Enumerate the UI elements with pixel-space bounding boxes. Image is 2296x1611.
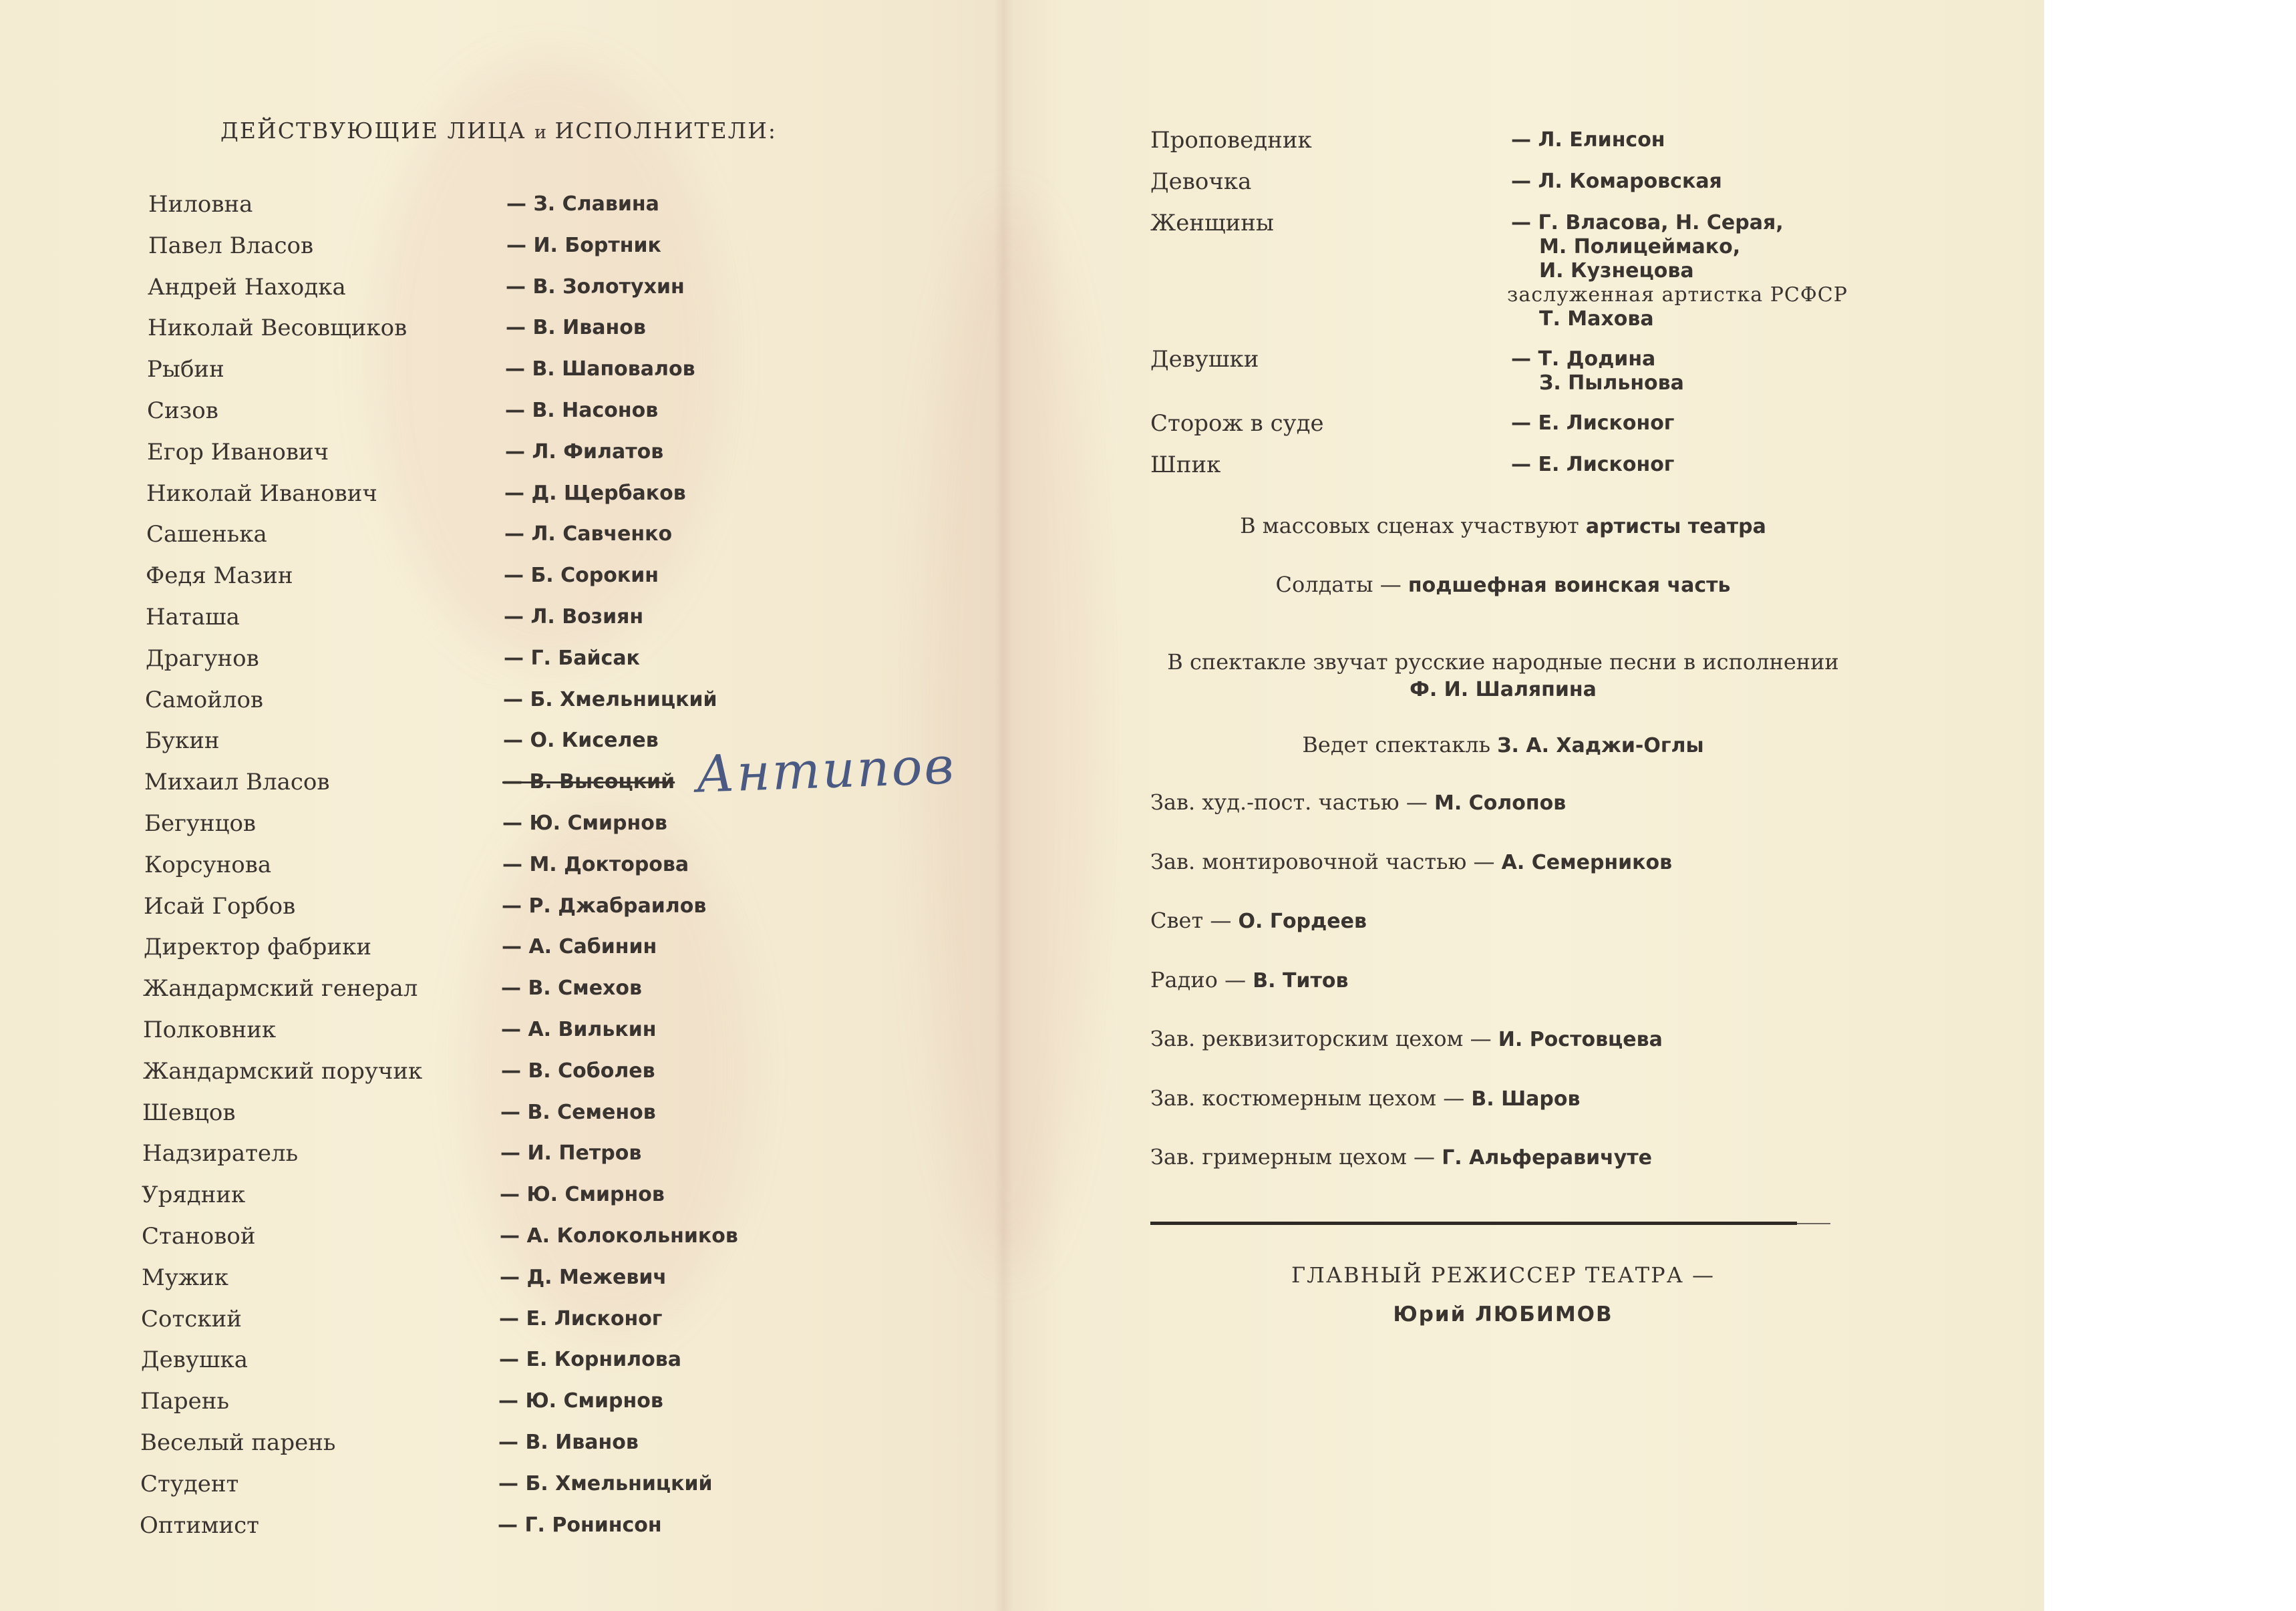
cast-role: Шевцов xyxy=(142,1099,236,1126)
cast-actor: — А. Вилькин xyxy=(501,1018,657,1041)
divider-rule-tail xyxy=(1797,1223,1830,1224)
cast-actor: — Б. Сорокин xyxy=(504,564,659,588)
staff-name: М. Солопов xyxy=(1434,791,1567,815)
cast-actor: — Е. Лисконог xyxy=(499,1306,663,1330)
cast-role: Оптимист xyxy=(140,1511,259,1539)
cast-role: Бегунцов xyxy=(144,810,257,837)
staff-name: Г. Альферавичуте xyxy=(1442,1146,1653,1170)
cast-actor: — А. Сабинин xyxy=(502,935,657,959)
cast-actor: — Е. Корнилова xyxy=(499,1348,681,1372)
page-fold xyxy=(994,0,1013,1611)
cast-actor: — Л. Филатов xyxy=(505,439,664,464)
cast-role: Девушки xyxy=(1150,346,1259,373)
cast-actor: — З. Славина xyxy=(506,192,659,216)
staff-label: Зав. гримерным цехом — xyxy=(1150,1144,1442,1170)
staff-label: Зав. худ.-пост. частью — xyxy=(1150,789,1434,815)
cast-actor: — Ю. Смирнов xyxy=(502,812,667,835)
cast-actor: — Е. Лисконог xyxy=(1511,411,1675,435)
cast-actor: — В. Семенов xyxy=(500,1100,656,1124)
cast-actor: — М. Докторова xyxy=(502,852,689,876)
cast-actor: — Г. Ронинсон xyxy=(498,1513,662,1537)
cast-actor: — В. Высоцкий xyxy=(502,770,675,794)
cast-actor: — Г. Байсак xyxy=(504,646,640,670)
cast-role: Рыбин xyxy=(147,356,224,383)
cast-heading: ДЕЙСТВУЮЩИЕ ЛИЦА и ИСПОЛНИТЕЛИ: xyxy=(220,118,778,144)
cast-role: Директор фабрики xyxy=(144,934,371,961)
cast-role: Женщины xyxy=(1150,210,1274,236)
cast-actor: — Л. Савченко xyxy=(504,522,673,546)
cast-actor: — Д. Щербаков xyxy=(504,481,686,505)
cast-actor: — Т. Додина xyxy=(1511,347,1656,371)
cast-role: Проповедник xyxy=(1150,127,1312,154)
cast-actor: — Б. Хмельницкий xyxy=(498,1471,713,1495)
cast-actor: — В. Шаповалов xyxy=(505,357,695,381)
cast-role: Михаил Власов xyxy=(144,769,330,796)
staff-label: Свет — xyxy=(1150,908,1239,933)
cast-role: Николай Весовщиков xyxy=(148,315,407,342)
staff-name: А. Семерников xyxy=(1501,850,1673,874)
honor-title: заслуженная артистка РСФСР xyxy=(1507,283,1848,307)
staff-name: И. Ростовцева xyxy=(1498,1028,1663,1051)
cast-actor: М. Полицеймако, xyxy=(1539,235,1741,258)
cast-role: Девушка xyxy=(141,1347,249,1374)
cast-role: Сашенька xyxy=(146,521,267,548)
cast-role: Сторож в суде xyxy=(1150,410,1324,437)
cast-role: Надзиратель xyxy=(142,1140,299,1168)
cast-role: Шпик xyxy=(1150,452,1221,478)
chief-director-title: ГЛАВНЫЙ РЕЖИССЕР ТЕАТРА — xyxy=(1291,1262,1715,1288)
cast-actor: — В. Соболев xyxy=(501,1059,655,1083)
cast-role: Студент xyxy=(140,1470,239,1497)
cast-actor: — Ю. Смирнов xyxy=(500,1183,665,1207)
staff-line xyxy=(1150,1144,1652,1170)
cast-actor: — Л. Комаровская xyxy=(1511,170,1722,193)
cast-actor: — Ю. Смирнов xyxy=(498,1389,663,1413)
note-mass-scenes: В массовых сценах участвуют артисты театра xyxy=(1240,513,1766,538)
staff-line xyxy=(1150,1026,1663,1051)
staff-name: В. Титов xyxy=(1253,968,1349,993)
cast-role: Егор Иванович xyxy=(147,438,329,466)
cast-actor: — И. Петров xyxy=(500,1141,642,1166)
cast-actor: — В. Насонов xyxy=(505,399,659,422)
cast-actor: — Д. Межевич xyxy=(500,1265,667,1289)
cast-role: Драгунов xyxy=(146,645,259,672)
chief-director-name: Юрий ЛЮБИМОВ xyxy=(1393,1302,1613,1326)
cast-actor: — Л. Возиян xyxy=(504,605,644,629)
cast-actor: — Л. Елинсон xyxy=(1511,128,1665,152)
cast-actor: — В. Смехов xyxy=(501,976,642,1001)
divider-rule xyxy=(1150,1222,1797,1225)
note-stage-manager: Ведет спектакль З. А. Хаджи-Оглы xyxy=(1302,732,1704,757)
cast-actor: — Г. Власова, Н. Серая, xyxy=(1511,211,1784,234)
staff-name: В. Шаров xyxy=(1471,1087,1581,1111)
cast-actor: — В. Иванов xyxy=(498,1431,639,1454)
cast-role: Николай Иванович xyxy=(146,480,377,507)
cast-role: Жандармский поручик xyxy=(143,1057,423,1085)
cast-role: Федя Мазин xyxy=(146,562,293,590)
staff-label: Зав. реквизиторским цехом — xyxy=(1150,1026,1498,1051)
handwritten-note: Антипов xyxy=(695,735,957,804)
cast-actor: Т. Махова xyxy=(1539,307,1654,331)
cast-role: Сизов xyxy=(147,397,218,424)
staff-line xyxy=(1150,849,1672,874)
cast-actor: — Р. Джабраилов xyxy=(502,894,707,918)
staff-label: Зав. монтировочной частью — xyxy=(1150,848,1502,874)
cast-role: Ниловна xyxy=(148,191,253,218)
staff-line xyxy=(1150,967,1348,993)
cast-actor: — О. Киселев xyxy=(503,729,659,753)
cast-role: Исай Горбов xyxy=(144,892,296,920)
cast-role: Букин xyxy=(145,727,220,755)
cast-actor: И. Кузнецова xyxy=(1539,259,1694,283)
cast-role: Павел Власов xyxy=(148,232,314,259)
cast-role: Девочка xyxy=(1150,168,1252,195)
cast-role: Наташа xyxy=(146,604,240,631)
note-soldiers: Солдаты — подшефная воинская часть xyxy=(1275,572,1731,597)
cast-role: Жандармский генерал xyxy=(143,975,418,1003)
cast-role: Веселый парень xyxy=(140,1429,336,1456)
staff-line xyxy=(1150,1085,1580,1111)
cast-role: Андрей Находка xyxy=(148,273,346,301)
cast-role: Парень xyxy=(140,1388,229,1415)
staff-name: О. Гордеев xyxy=(1238,910,1367,933)
note-songs: В спектакле звучат русские народные песни в исполнении Ф. И. Шаляпина xyxy=(1167,649,1839,701)
staff-line xyxy=(1150,908,1367,933)
cast-role: Полковник xyxy=(143,1017,277,1043)
cast-actor: — Е. Лисконог xyxy=(1511,453,1675,476)
cast-actor: З. Пыльнова xyxy=(1539,371,1684,395)
staff-label: Зав. костюмерным цехом — xyxy=(1150,1085,1472,1111)
cast-role: Мужик xyxy=(142,1264,229,1291)
cast-role: Сотский xyxy=(141,1305,242,1332)
staff-label: Радио — xyxy=(1150,966,1253,993)
cast-actor: — И. Бортник xyxy=(506,233,661,257)
staff-line xyxy=(1150,789,1566,815)
cast-actor: — А. Колокольников xyxy=(500,1224,738,1248)
cast-actor: — Б. Хмельницкий xyxy=(503,687,717,711)
cast-actor: — В. Иванов xyxy=(506,316,646,340)
cast-actor: — В. Золотухин xyxy=(506,275,685,299)
cast-role: Самойлов xyxy=(145,686,264,713)
cast-role: Урядник xyxy=(142,1182,246,1209)
cast-role: Становой xyxy=(142,1223,256,1250)
cast-role: Корсунова xyxy=(144,851,272,878)
